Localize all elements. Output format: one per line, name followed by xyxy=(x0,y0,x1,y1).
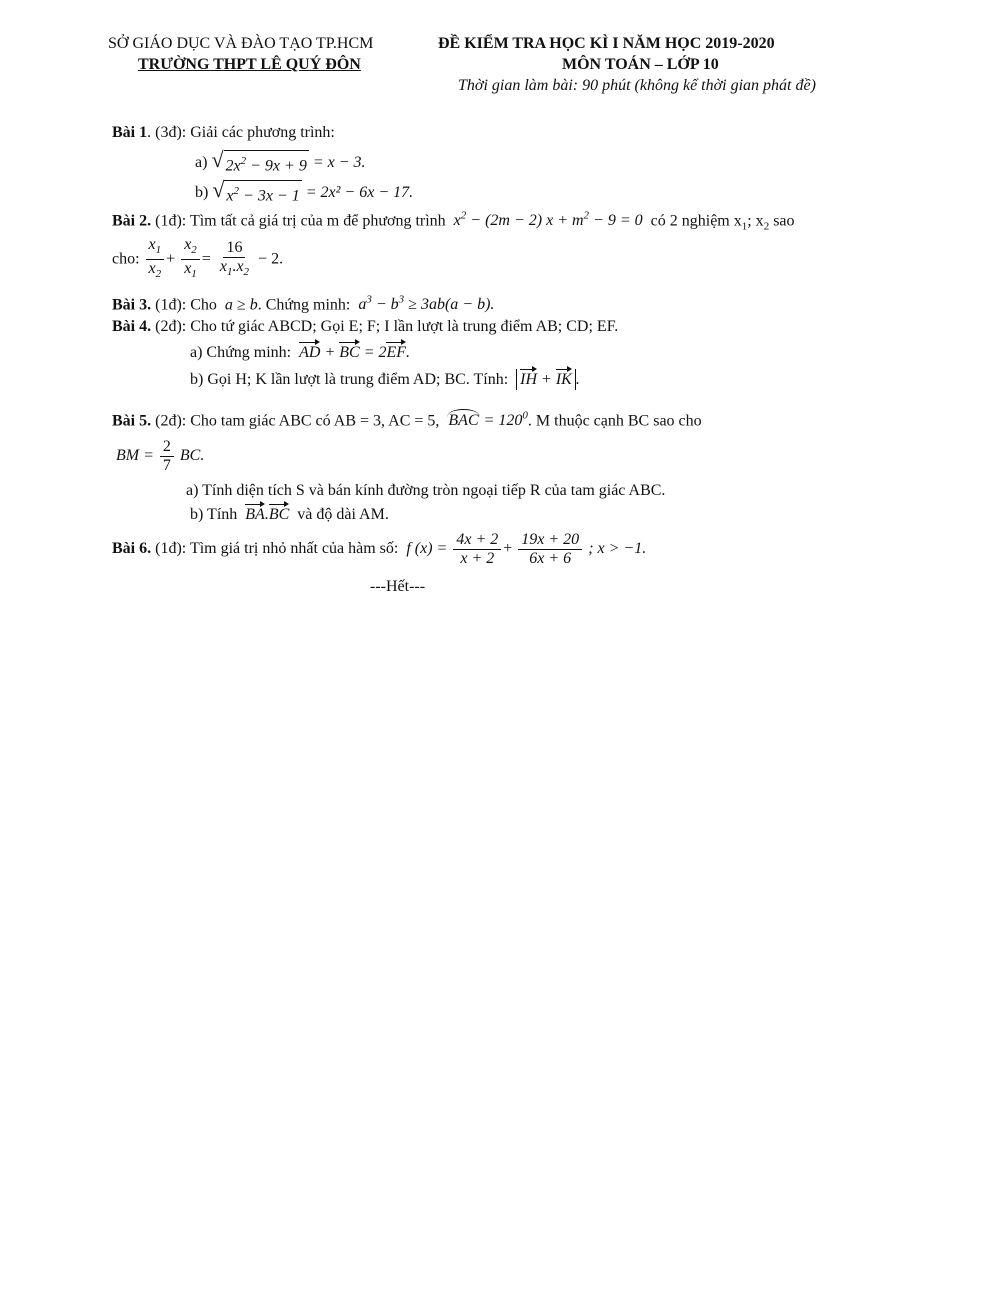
sqrt-expression-1a: √ $2x^2 - 9x + 9$ xyxy=(211,147,307,175)
problem-2-label: Bài 2. xyxy=(112,212,152,230)
end-marker: ---Hết--- xyxy=(370,578,426,595)
problem-6-label: Bài 6. xyxy=(112,540,152,557)
problem-6: Bài 6. (1đ): Tìm giá trị nhỏ nhất của hàm số: f (x) = $\frac{4x + 2}{x + 2}$ + $\frac{19x + 20}{6x + 6}$ ; x > −1. xyxy=(112,530,647,567)
exam-duration: Thời gian làm bài: 90 phút (không kể thời gian phát đề) xyxy=(458,77,816,94)
subject-title: MÔN TOÁN – LỚP 10 xyxy=(562,56,719,73)
problem-4-intro: Bài 4. (2đ): Cho tứ giác ABCD; Gọi E; F; I lần lượt là trung điểm AB; CD; EF. xyxy=(112,318,619,335)
problem-3: Bài 3. (1đ): Cho a ≥ b. Chứng minh: $a^3 - b^3 \ge 3ab(a - b)$. xyxy=(112,294,495,314)
problem-5-label: Bài 5. xyxy=(112,412,152,430)
exam-title: ĐỀ KIỂM TRA HỌC KÌ I NĂM HỌC 2019-2020 xyxy=(438,35,775,52)
problem-4-label: Bài 4. xyxy=(112,318,152,335)
problem-2-condition: cho: $\frac{x_1}{x_2}$ + $\frac{x_2}{x_1}$ = $\frac{16}{x_1.x_2}$ − 2. xyxy=(112,236,284,281)
problem-5-bm: BM = $\frac{2}{7}$ BC. xyxy=(116,437,205,474)
problem-2-equation: $x^2 - (2m - 2) x + m^2 - 9 = 0$ xyxy=(449,210,647,230)
problem-3-label: Bài 3. xyxy=(112,296,152,314)
problem-5b: b) Tính BA.BC và độ dài AM. xyxy=(190,506,389,523)
sqrt-expression-1b: √ $x^2 - 3x - 1$ xyxy=(212,177,300,205)
problem-1-intro: Bài 1. (3đ): Giải các phương trình: xyxy=(112,124,335,141)
problem-2-intro: Bài 2. (1đ): Tìm tất cả giá trị của m để phương trình $x^2 - (2m - 2) x + m^2 - 9 = 0$ có 2 nghiệm $x_1$; $x_2$ sao xyxy=(112,210,795,233)
problem-1b: b) √ $x^2 - 3x - 1$ = 2x² − 6x − 17. xyxy=(195,177,414,205)
problem-5-intro: Bài 5. (2đ): Cho tam giác ABC có AB = 3, AC = 5, BAC = $120^0$. M thuộc cạnh BC sao cho xyxy=(112,410,702,430)
problem-1a: a) √ $2x^2 - 9x + 9$ = x − 3. xyxy=(195,147,366,175)
school-name: TRƯỜNG THPT LÊ QUÝ ĐÔN xyxy=(138,56,361,73)
problem-4a: a) Chứng minh: AD + BC = 2EF. xyxy=(190,344,411,361)
problem-4b: b) Gọi H; K lần lượt là trung điểm AD; BC. Tính: IH + IK . xyxy=(190,371,580,388)
problem-1-label: Bài 1 xyxy=(112,124,148,141)
problem-5a: a) Tính diện tích S và bán kính đường tròn ngoại tiếp R của tam giác ABC. xyxy=(186,482,666,499)
department-name: SỞ GIÁO DỤC VÀ ĐÀO TẠO TP.HCM xyxy=(108,35,374,52)
